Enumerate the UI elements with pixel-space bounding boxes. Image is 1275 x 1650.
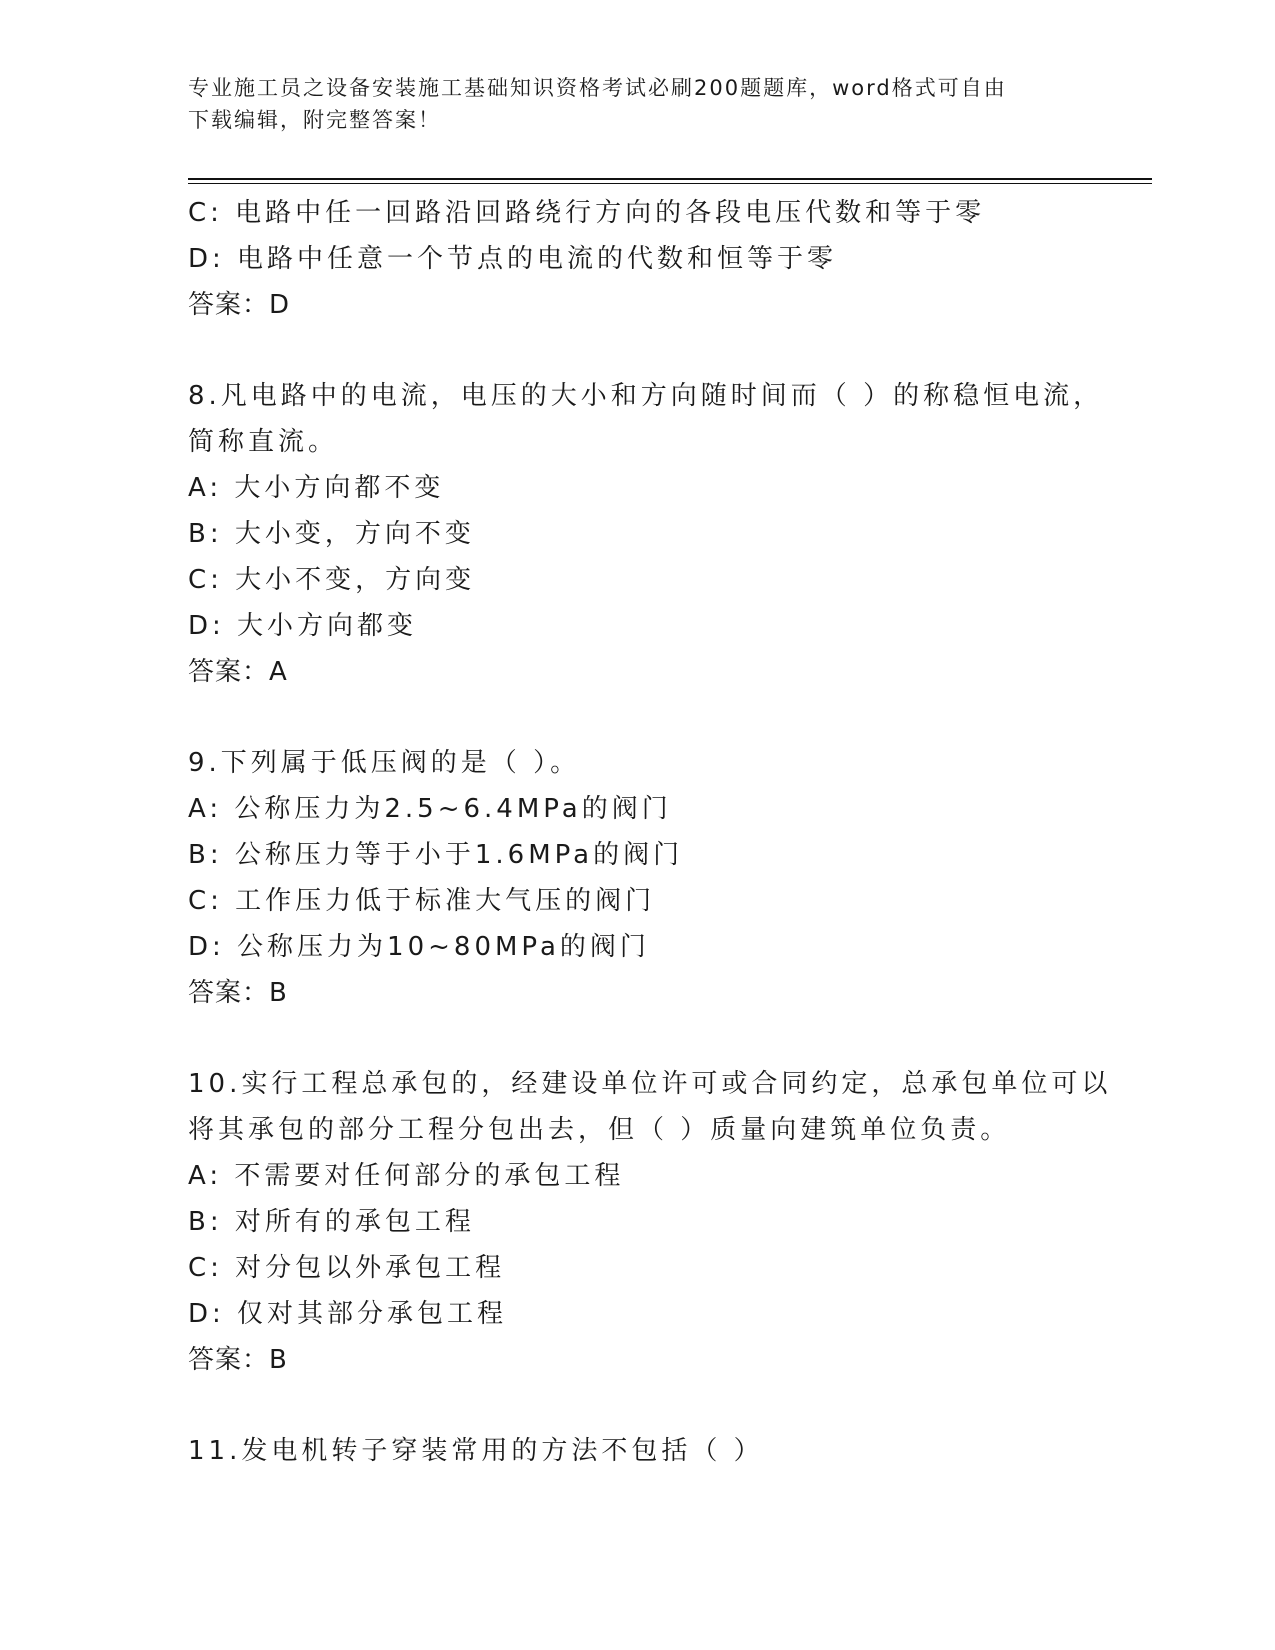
header-divider-thick <box>188 178 1152 180</box>
option-d: D: 仅对其部分承包工程 <box>188 1299 508 1329</box>
answer-label: 答案：B <box>188 978 288 1008</box>
answer-label: 答案：D <box>188 290 291 320</box>
question-stem: 9.下列属于低压阀的是（ ）。 <box>188 748 581 778</box>
question-7 <box>188 190 1128 328</box>
question-stem: 8.凡电路中的电流，电压的大小和方向随时间而（ ）的称稳恒电流， <box>188 381 1104 411</box>
question-10 <box>188 1061 1128 1383</box>
option-b: B: 大小变，方向不变 <box>188 519 475 549</box>
option-a: A: 公称压力为2.5~6.4MPa的阀门 <box>188 794 672 824</box>
document-header <box>188 72 1088 136</box>
option-b: B: 公称压力等于小于1.6MPa的阀门 <box>188 840 684 870</box>
question-list <box>188 190 1128 1474</box>
question-stem: 10.实行工程总承包的，经建设单位许可或合同约定，总承包单位可以 <box>188 1069 1112 1099</box>
header-divider-thin <box>188 183 1152 184</box>
option-c: C: 大小不变，方向变 <box>188 565 476 595</box>
option-d: D: 电路中任意一个节点的电流的代数和恒等于零 <box>188 244 838 274</box>
question-9 <box>188 740 1128 1016</box>
question-8 <box>188 373 1128 695</box>
option-c: C: 电路中任一回路沿回路绕行方向的各段电压代数和等于零 <box>188 198 986 228</box>
question-stem-continued: 将其承包的部分工程分包出去，但（ ）质量向建筑单位负责。 <box>188 1115 1011 1145</box>
answer-label: 答案：B <box>188 1345 288 1375</box>
option-b: B: 对所有的承包工程 <box>188 1207 475 1237</box>
option-a: A: 不需要对任何部分的承包工程 <box>188 1161 625 1191</box>
answer-label: 答案：A <box>188 657 288 687</box>
option-a: A: 大小方向都不变 <box>188 473 445 503</box>
option-d: D: 大小方向都变 <box>188 611 418 641</box>
question-stem-continued: 简称直流。 <box>188 427 339 457</box>
header-line-1: 专业施工员之设备安装施工基础知识资格考试必刷200题题库，word格式可自由 <box>188 76 1007 100</box>
option-c: C: 对分包以外承包工程 <box>188 1253 506 1283</box>
header-line-2: 下载编辑，附完整答案！ <box>188 108 441 132</box>
option-d: D: 公称压力为10~80MPa的阀门 <box>188 932 650 962</box>
question-stem: 11.发电机转子穿装常用的方法不包括（ ） <box>188 1436 764 1466</box>
option-c: C: 工作压力低于标准大气压的阀门 <box>188 886 656 916</box>
question-11 <box>188 1428 1128 1474</box>
